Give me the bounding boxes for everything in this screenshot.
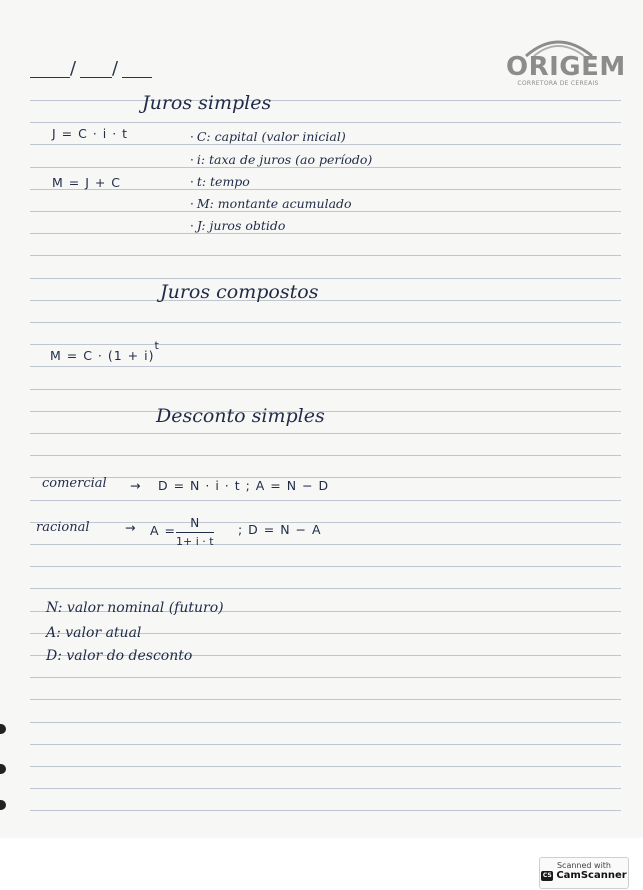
fraction-rational-discount xyxy=(176,516,214,548)
ruled-line xyxy=(30,522,621,523)
bullet-dot: · xyxy=(190,175,194,189)
ruled-line xyxy=(30,167,621,168)
legend-discount: D: valor do desconto xyxy=(46,648,193,664)
fraction-numerator: N xyxy=(176,516,214,533)
ruled-line xyxy=(30,677,621,678)
ruled-line xyxy=(30,788,621,789)
bullet-dot: · xyxy=(190,130,194,144)
date-line-month xyxy=(80,77,112,78)
binding-mark xyxy=(0,800,6,810)
ruled-line xyxy=(30,544,621,545)
date-slash: / xyxy=(70,58,77,79)
legend-nominal: N: valor nominal (futuro) xyxy=(46,600,224,616)
camscanner-brand xyxy=(540,870,628,881)
bullet-dot: · xyxy=(190,197,194,211)
ruled-line xyxy=(30,699,621,700)
rational-label: racional xyxy=(36,520,90,535)
note-rate: · i: taxa de juros (ao período) xyxy=(190,152,373,167)
ruled-line xyxy=(30,233,621,234)
ruled-line xyxy=(30,455,621,456)
legend-current: A: valor atual xyxy=(46,625,142,641)
section-title-compound-interest: Juros compostos xyxy=(160,281,319,303)
ruled-line xyxy=(30,122,621,123)
formula-rational-rhs: ; D = N − A xyxy=(238,522,322,537)
camscanner-text: CamScanner xyxy=(556,870,627,881)
ruled-line xyxy=(30,144,621,145)
section-title-simple-interest: Juros simples xyxy=(142,92,272,114)
section-title-simple-discount: Desconto simples xyxy=(156,405,325,427)
date-slash: / xyxy=(112,58,119,79)
binding-mark xyxy=(0,764,6,774)
arrow-commercial: → xyxy=(130,478,142,493)
ruled-line xyxy=(30,810,621,811)
ruled-line xyxy=(30,366,621,367)
ruled-line xyxy=(30,588,621,589)
ruled-line xyxy=(30,722,621,723)
formula-commercial-discount: D = N · i · t ; A = N − D xyxy=(158,478,330,493)
ruled-line xyxy=(30,411,621,412)
date-line-day xyxy=(30,77,70,78)
camscanner-icon: CS xyxy=(542,871,552,879)
scanned-with-text: Scanned with xyxy=(556,861,612,870)
ruled-line xyxy=(30,255,621,256)
ruled-line xyxy=(30,278,621,279)
logo-tagline: CORRETORA DE CEREAIS xyxy=(517,80,599,87)
ruled-line xyxy=(30,300,621,301)
date-line-year xyxy=(122,77,152,78)
ruled-line xyxy=(30,744,621,745)
ruled-line xyxy=(30,322,621,323)
bullet-dot: · xyxy=(190,153,194,167)
commercial-label: comercial xyxy=(42,476,107,491)
note-interest: · J: juros obtido xyxy=(190,218,286,233)
ruled-line xyxy=(30,100,621,101)
formula-compound-interest: $M = C \cdot (1 + i)^t$ xyxy=(50,339,160,364)
ruled-line xyxy=(30,433,621,434)
ruled-line xyxy=(30,389,621,390)
fraction-denominator: 1+ i · t xyxy=(176,535,214,548)
ruled-line xyxy=(30,566,621,567)
formula-simple-interest: J = C · i · t xyxy=(52,126,129,141)
formula-amount: M = J + C xyxy=(52,175,122,190)
ruled-line xyxy=(30,766,621,767)
logo-brand: ORIGEM xyxy=(506,52,626,82)
ruled-line xyxy=(30,500,621,501)
binding-mark xyxy=(0,724,6,734)
formula-rational-lhs: A = xyxy=(150,523,176,538)
exponent-t: t xyxy=(154,339,160,352)
note-capital: · C: capital (valor inicial) xyxy=(190,129,346,144)
camscanner-badge xyxy=(539,857,629,889)
note-amount: · M: montante acumulado xyxy=(190,196,352,211)
arrow-rational: → xyxy=(125,520,137,535)
bullet-dot: · xyxy=(190,219,194,233)
ruled-line xyxy=(30,211,621,212)
note-time: · t: tempo xyxy=(190,174,250,189)
origem-logo xyxy=(506,34,626,87)
